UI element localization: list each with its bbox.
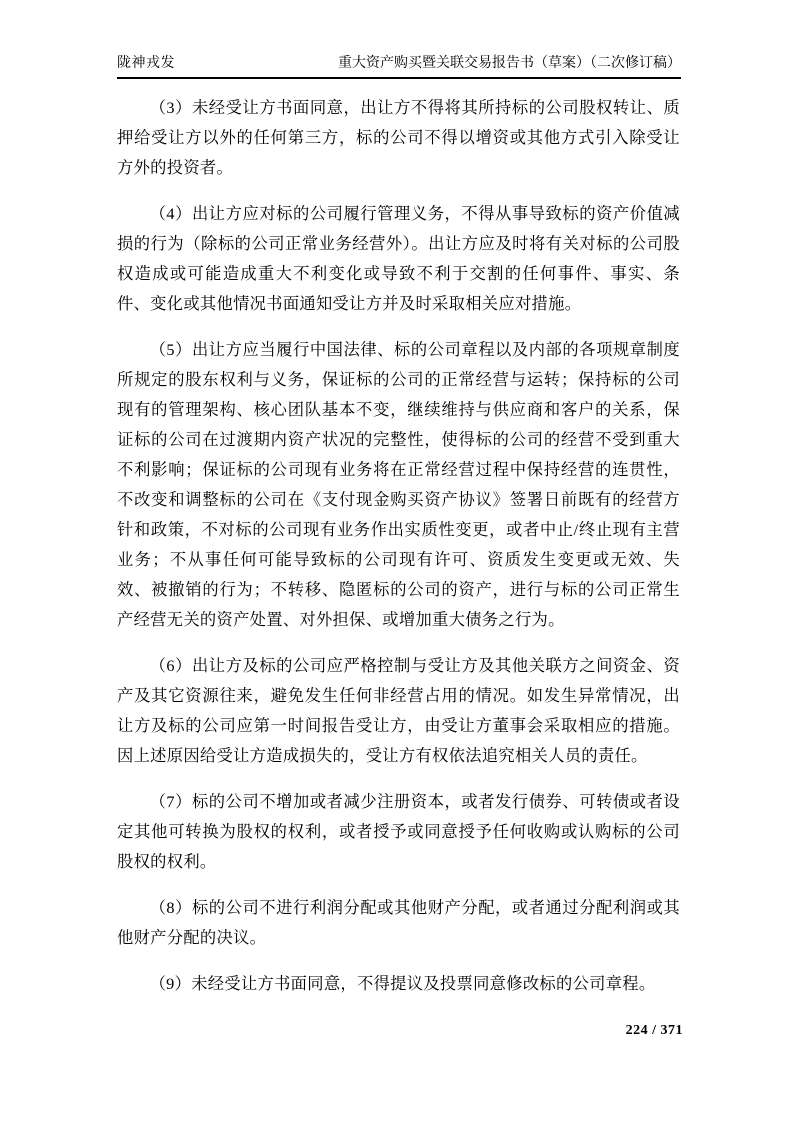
body-paragraph-clause-9: （9）未经受让方书面同意，不得提议及投票同意修改标的公司章程。 — [149, 974, 656, 993]
body-paragraph-clause-7: （7）标的公司不增加或者减少注册资本，或者发行债券、可转债或者设定其他可转换为股权的权利，或者授予或同意授予任何收购或认购标的公司股权的权利。 — [117, 792, 680, 871]
body-paragraph-clause-5: （5）出让方应当履行中国法律、标的公司章程以及内部的各项规章制度所规定的股东权利与义务，保证标的公司的正常经营与运转；保持标的公司现有的管理架构、核心团队基本不变，继续维持与供应商和客户的关系，保证标的公司在过渡期内资产状况的完整性，使得标的公司的经营不受到重大不利影响；保证标的公司现有业务将在正常经营过程中保持经营的连贯性，不改变和调整标的公司在《支付现金购买资产协议》签署日前既有的经营方针和政策，不对标的公司现有业务作出实质性变更，或者中止/终止现有主营业务；不从事任何可能导致标的公司现有许可、资质发生变更或无效、失效、被撤销的行为；不转移、隐匿标的公司的资产，进行与标的公司正常生产经营无关的资产处置、对外担保、或增加重大债务之行为。 — [117, 340, 680, 629]
page-footer — [626, 1023, 683, 1039]
page-header — [117, 55, 681, 79]
body-paragraph-clause-4: （4）出让方应对标的公司履行管理义务，不得从事导致标的资产价值减损的行为（除标的公司正常业务经营外）。出让方应及时将有关对标的公司股权造成或可能造成重大不利变化或导致不利于交割的任何事件、事实、条件、变化或其他情况书面通知受让方并及时采取相关应对措施。 — [117, 204, 680, 313]
page-number: 224 / 371 — [625, 1023, 683, 1038]
body-paragraph-clause-8: （8）标的公司不进行利润分配或其他财产分配，或者通过分配利润或其他财产分配的决议。 — [117, 898, 680, 947]
body-paragraph-clause-6: （6）出让方及标的公司应严格控制与受让方及其他关联方之间资金、资产及其它资源往来，避免发生任何非经营占用的情况。如发生异常情况，出让方及标的公司应第一时间报告受让方，由受让方董事会采取相应的措施。因上述原因给受让方造成损失的，受让方有权依法追究相关人员的责任。 — [117, 656, 680, 765]
header-report-title: 重大资产购买暨关联交易报告书（草案）（二次修订稿） — [338, 56, 681, 71]
body-paragraph-clause-3: （3）未经受让方书面同意，出让方不得将其所持标的公司股权转让、质押给受让方以外的任何第三方，标的公司不得以增资或其他方式引入除受让方外的投资者。 — [117, 98, 680, 177]
header-company-name: 陇神戎发 — [117, 56, 175, 71]
document-body — [117, 93, 680, 999]
